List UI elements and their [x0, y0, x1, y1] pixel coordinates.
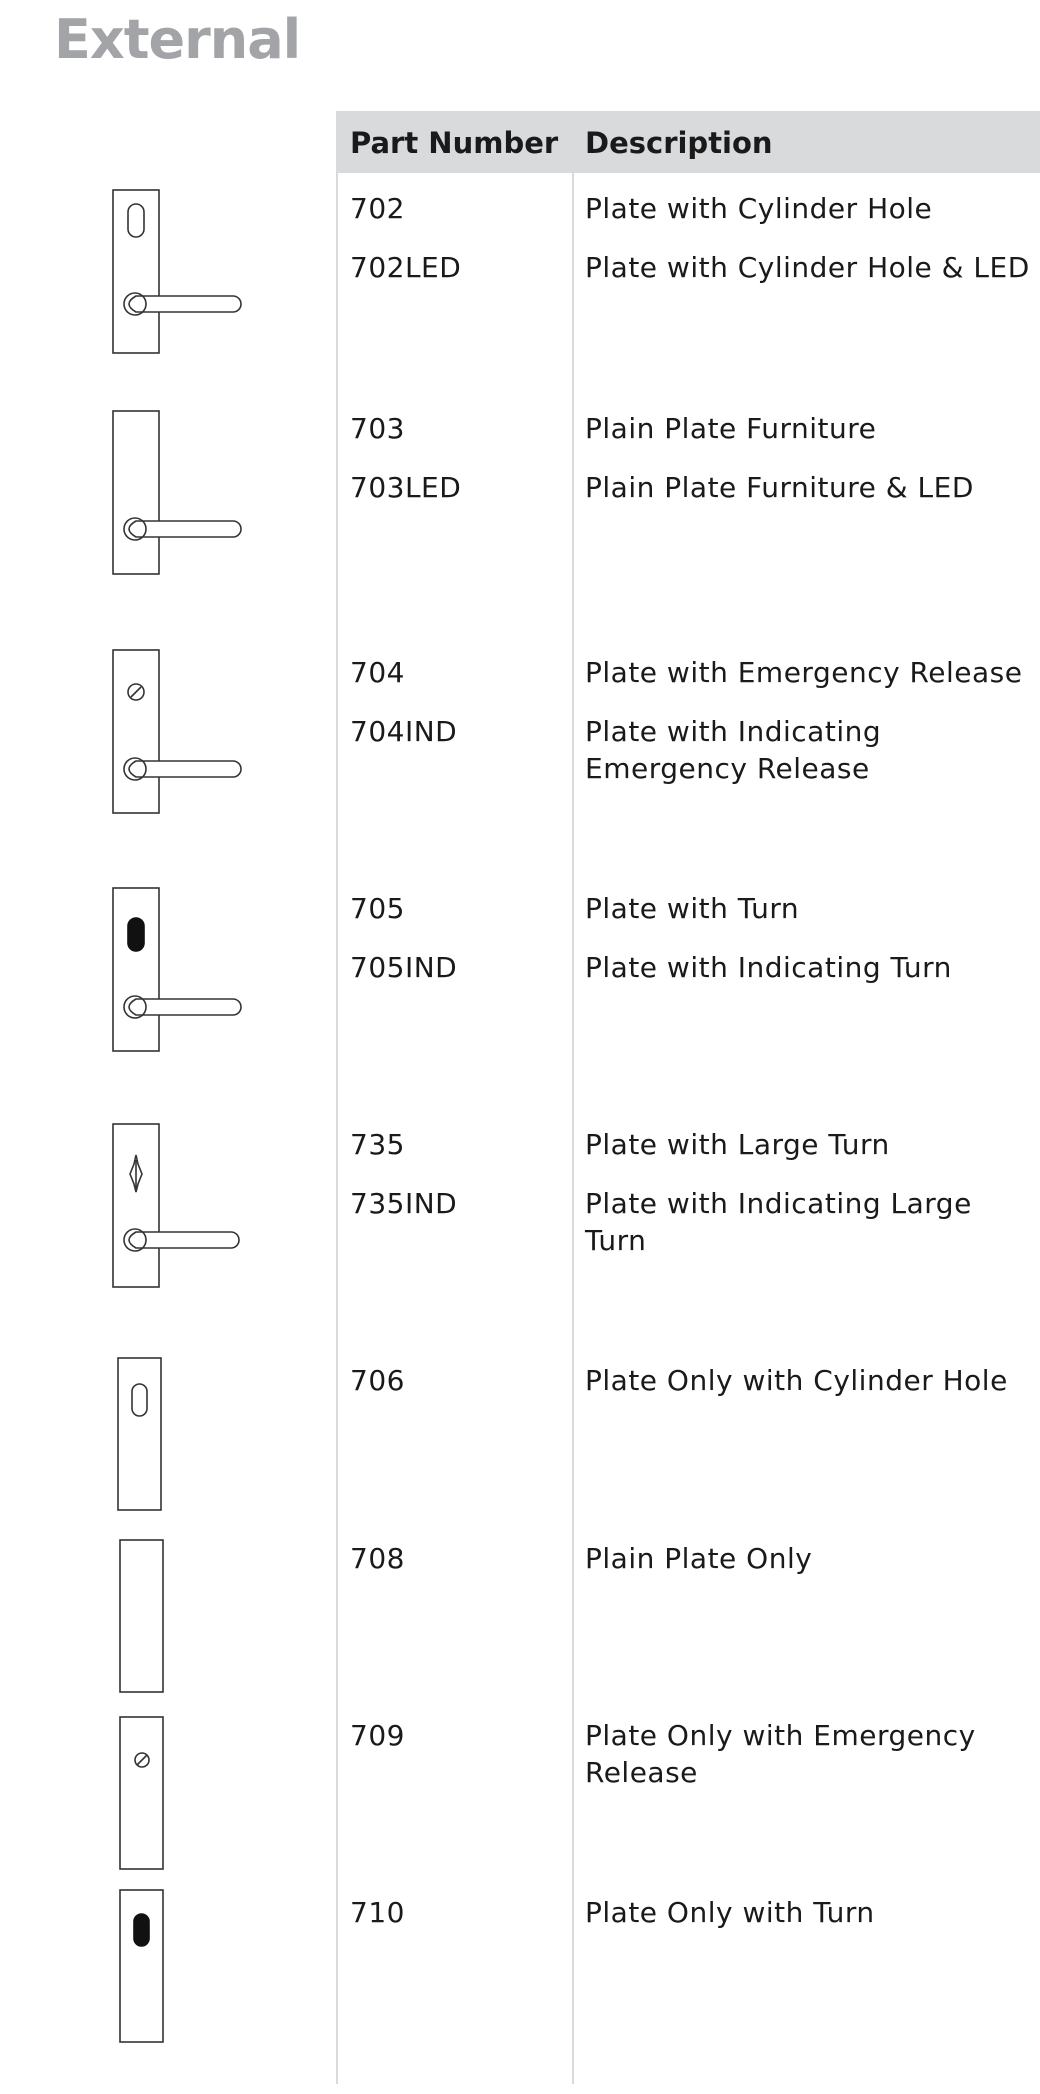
part-description: Plate Only with Turn — [585, 1896, 875, 1929]
part-description: Plate with Cylinder Hole — [585, 192, 933, 225]
part-description: Plate Only with Emergency Release — [585, 1719, 976, 1789]
plate-with-cylinder-hole-lever-icon — [100, 190, 260, 365]
part-number: 735 — [350, 1128, 405, 1161]
plain-plate-lever-icon — [100, 410, 260, 585]
plate-only-emergency-release-icon — [100, 1717, 260, 1892]
part-description: Plate with Turn — [585, 892, 800, 925]
part-number: 702 — [350, 192, 405, 225]
plate-only-turn-icon — [100, 1894, 260, 2069]
part-number: 735IND — [350, 1187, 458, 1220]
table-row — [0, 890, 1040, 1090]
table-row — [0, 410, 1040, 610]
part-number: 705IND — [350, 951, 458, 984]
table-row — [0, 190, 1040, 390]
part-number: 706 — [350, 1364, 405, 1397]
header-description: Description — [585, 126, 773, 160]
part-description: Plain Plate Furniture — [585, 412, 877, 445]
table-row — [0, 1126, 1040, 1326]
part-number: 703LED — [350, 471, 462, 504]
header-part-number: Part Number — [350, 126, 559, 160]
part-description: Plate with Cylinder Hole & LED — [585, 251, 1030, 284]
part-description: Plain Plate Furniture & LED — [585, 471, 974, 504]
part-description: Plate with Indicating Turn — [585, 951, 952, 984]
part-description: Plain Plate Only — [585, 1542, 813, 1575]
part-number: 704 — [350, 656, 405, 689]
table-row — [0, 654, 1040, 854]
plain-plate-only-icon — [100, 1540, 260, 1715]
part-number: 710 — [350, 1896, 405, 1929]
plate-turn-lever-icon — [100, 890, 260, 1065]
part-description: Plate with Indicating Large Turn — [585, 1187, 972, 1257]
part-description: Plate Only with Cylinder Hole — [585, 1364, 1008, 1397]
table-row — [0, 1362, 1040, 1562]
plate-only-cylinder-hole-icon — [100, 1362, 260, 1537]
part-number: 704IND — [350, 715, 458, 748]
part-description: Plate with Emergency Release — [585, 656, 1023, 689]
part-description: Plate with Large Turn — [585, 1128, 890, 1161]
part-number: 705 — [350, 892, 405, 925]
plate-emergency-release-lever-icon — [100, 654, 260, 829]
page-title: External — [54, 8, 301, 71]
plate-large-turn-lever-icon — [100, 1126, 260, 1301]
part-number: 709 — [350, 1719, 405, 1752]
part-number: 708 — [350, 1542, 405, 1575]
part-description: Plate with Indicating Emergency Release — [585, 715, 882, 785]
table-row — [0, 1717, 1040, 1917]
part-number: 703 — [350, 412, 405, 445]
part-number: 702LED — [350, 251, 462, 284]
table-row — [0, 1894, 1040, 2094]
table-row — [0, 1540, 1040, 1740]
